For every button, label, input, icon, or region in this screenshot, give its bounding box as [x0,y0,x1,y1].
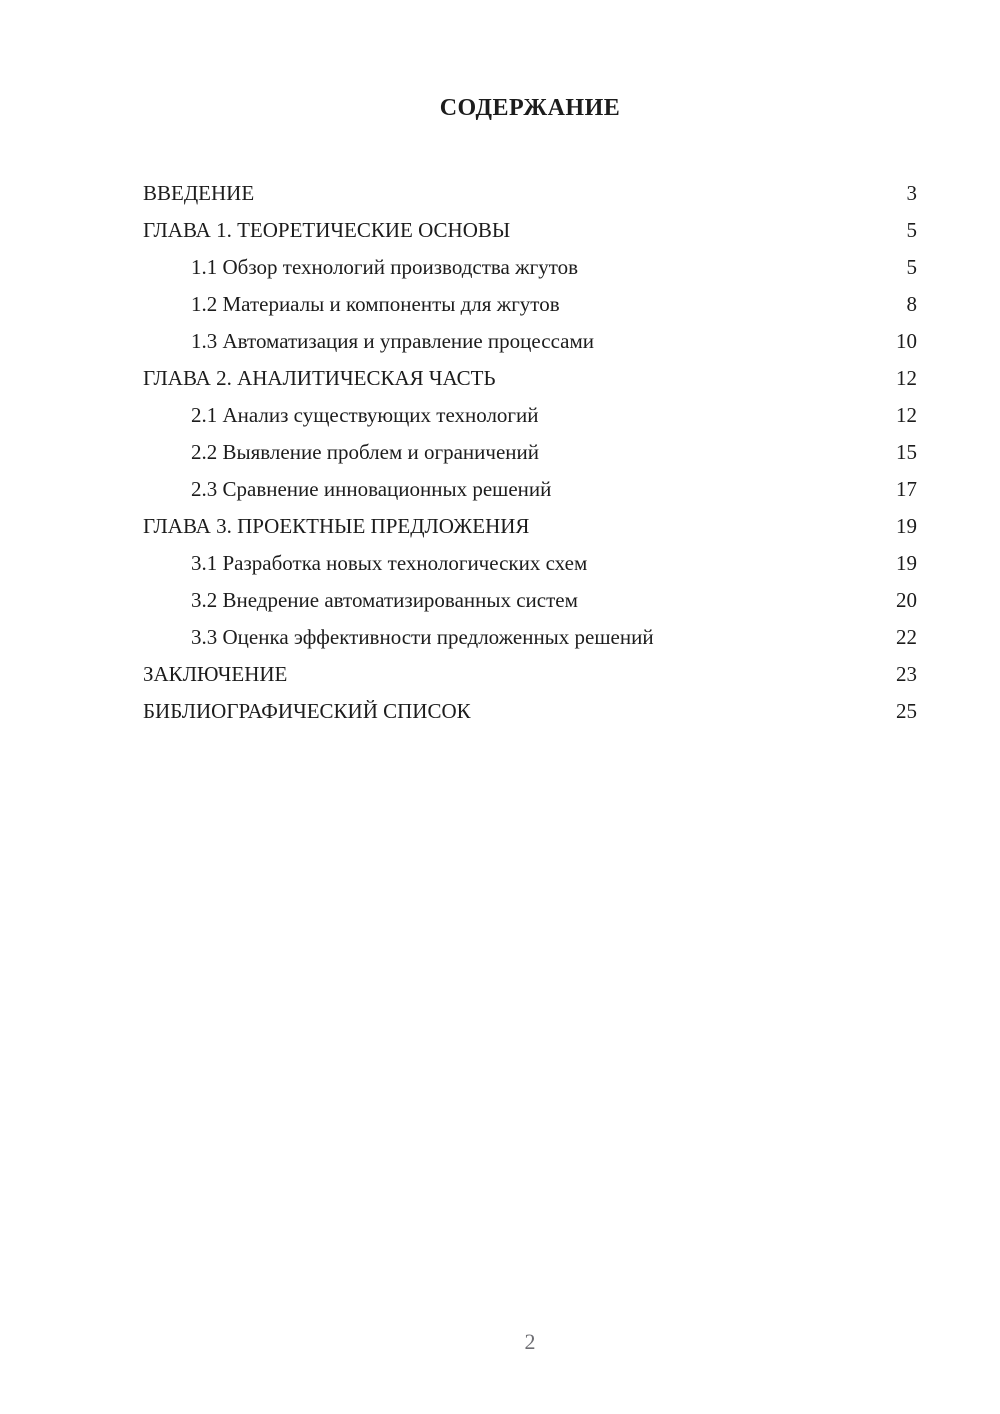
toc-row [143,545,917,582]
toc-entry-page-number: 3 [906,181,917,205]
toc-row [143,508,917,545]
toc-entry-label: 2.2 Выявление проблем и ограничений [191,440,539,464]
toc-entry-label: ГЛАВА 1. ТЕОРЕТИЧЕСКИЕ ОСНОВЫ [143,218,511,242]
toc-entry-label: 1.1 Обзор технологий производства жгутов [191,255,579,279]
toc-entry-label: 3.2 Внедрение автоматизированных систем [191,588,578,612]
toc-entry-label: 1.3 Автоматизация и управление процессами [191,329,594,353]
toc-row [143,175,917,212]
toc-entry-label: ЗАКЛЮЧЕНИЕ [143,662,288,686]
toc-row [143,323,917,360]
toc-entry-page-number: 15 [896,440,917,464]
toc-row [143,656,917,693]
toc-entry-label: 1.2 Материалы и компоненты для жгутов [191,292,560,316]
toc-entry-page-number: 5 [906,255,917,279]
toc-entry-label: БИБЛИОГРАФИЧЕСКИЙ СПИСОК [143,699,471,723]
page-title: СОДЕРЖАНИЕ [439,95,621,121]
toc-row [143,397,917,434]
toc-entry-label: 2.1 Анализ существующих технологий [191,403,539,427]
toc-row [143,249,917,286]
toc-entry-label: 2.3 Сравнение инновационных решений [191,477,552,501]
toc-entry-label: ВВЕДЕНИЕ [143,181,255,205]
toc-row [143,212,917,249]
toc-entry-label: 3.1 Разработка новых технологических схем [191,551,588,575]
toc-entry-page-number: 10 [896,329,917,353]
toc-entry-label: 3.3 Оценка эффективности предложенных решений [191,625,654,649]
toc-row [143,619,917,656]
toc-entry-page-number: 23 [896,662,917,686]
toc-entry-page-number: 8 [906,292,917,316]
toc-entry-label: ГЛАВА 2. АНАЛИТИЧЕСКАЯ ЧАСТЬ [143,366,496,390]
toc-row [143,471,917,508]
toc-entry-label: ГЛАВА 3. ПРОЕКТНЫЕ ПРЕДЛОЖЕНИЯ [143,514,530,538]
toc-entry-page-number: 12 [896,403,917,427]
toc-entry-page-number: 19 [896,551,917,575]
toc-entry-page-number: 19 [896,514,917,538]
toc-content [143,94,917,730]
toc-entry-page-number: 22 [896,625,917,649]
toc-row [143,360,917,397]
toc-entry-page-number: 25 [896,699,917,723]
toc-entry-page-number: 12 [896,366,917,390]
toc-entry-page-number: 5 [906,218,917,242]
table-of-contents [143,175,917,730]
toc-row [143,434,917,471]
toc-entry-page-number: 20 [896,588,917,612]
toc-row [143,286,917,323]
footer-page-number: 2 [524,1329,536,1354]
toc-entry-page-number: 17 [896,477,917,501]
toc-row [143,693,917,730]
toc-row [143,582,917,619]
